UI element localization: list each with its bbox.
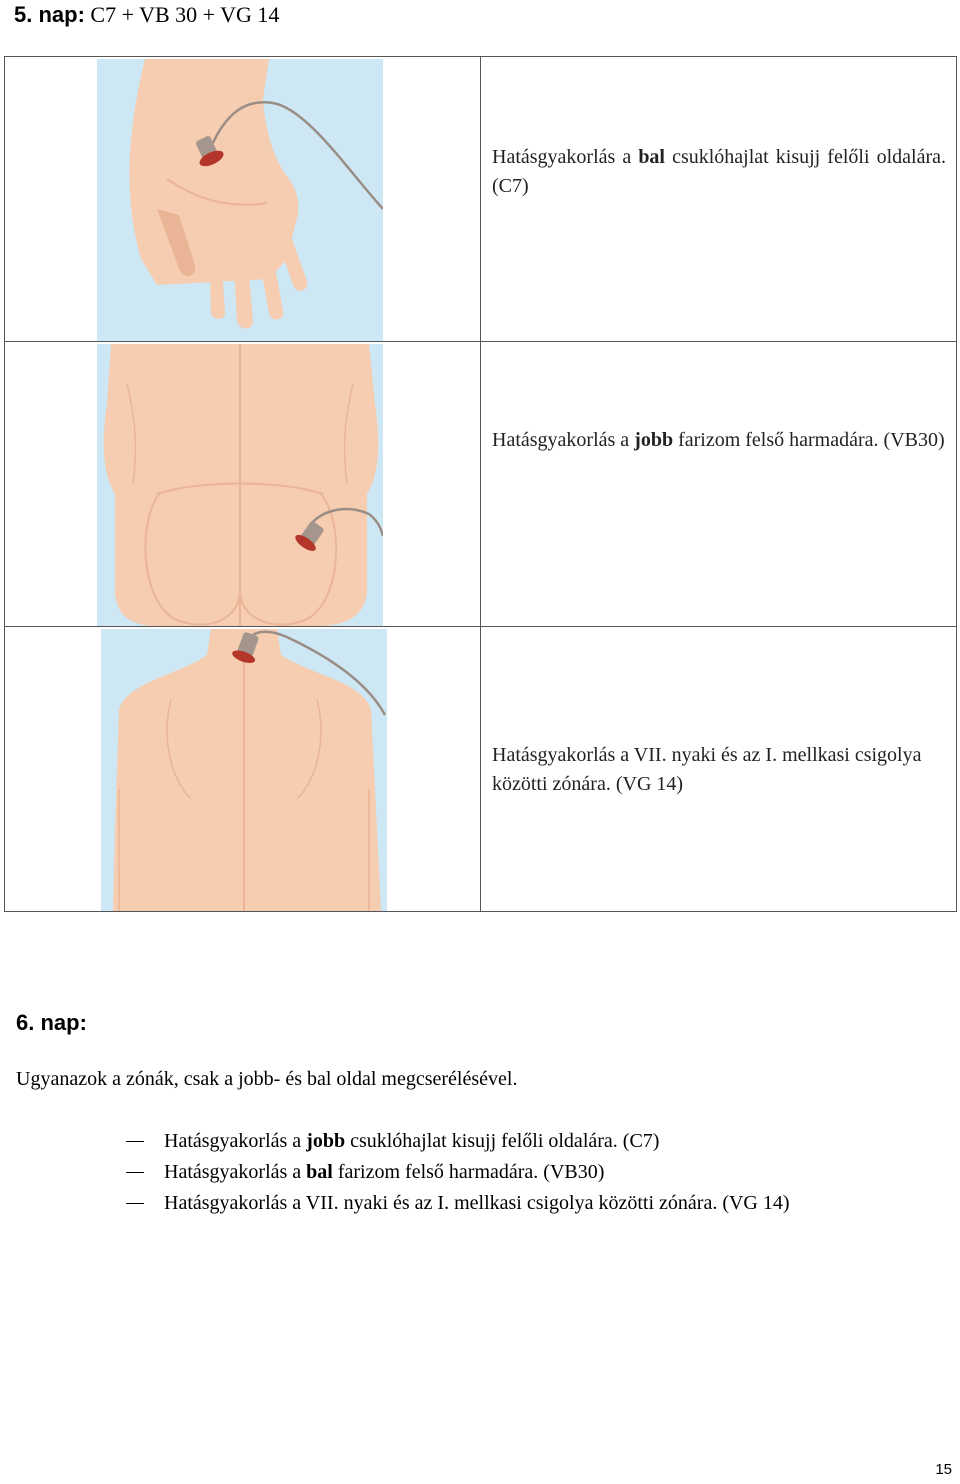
buttock-illustration-cell bbox=[5, 342, 481, 627]
upper-back-illustration-cell bbox=[5, 627, 481, 912]
table-row bbox=[5, 342, 957, 627]
row-1-text: Hatásgyakorlás a bal csuklóhajlat kisujj felőli oldalára. (C7) bbox=[492, 146, 946, 197]
exercise-table bbox=[4, 56, 957, 912]
dash-bullet-icon bbox=[126, 1203, 144, 1204]
table-row bbox=[5, 57, 957, 342]
list-item: Hatásgyakorlás a bal farizom felső harmadára. (VB30) bbox=[0, 1157, 790, 1188]
day-5-heading: 5. nap: C7 + VB 30 + VG 14 bbox=[14, 2, 280, 27]
row-2-text: Hatásgyakorlás a jobb farizom felső harmadára. (VB30) bbox=[492, 429, 945, 451]
wrist-description-cell bbox=[481, 57, 957, 342]
list-item: Hatásgyakorlás a jobb csuklóhajlat kisujj felőli oldalára. (C7) bbox=[0, 1126, 790, 1157]
buttock-electrode-illustration bbox=[97, 344, 383, 626]
wrist-illustration-cell bbox=[5, 57, 481, 342]
wrist-electrode-illustration bbox=[97, 59, 383, 341]
table-row bbox=[5, 627, 957, 912]
day-6-heading: 6. nap: bbox=[16, 1010, 87, 1035]
buttock-description-cell bbox=[481, 342, 957, 627]
list-item: Hatásgyakorlás a VII. nyaki és az I. mellkasi csigolya közötti zónára. (VG 14) bbox=[0, 1188, 790, 1219]
upper-back-description-cell bbox=[481, 627, 957, 912]
day-6-list bbox=[0, 1126, 790, 1219]
day-6-intro: Ugyanazok a zónák, csak a jobb- és bal oldal megcserélésével. bbox=[16, 1068, 518, 1090]
dash-bullet-icon bbox=[126, 1141, 144, 1142]
upper-back-electrode-illustration bbox=[101, 629, 387, 911]
row-3-text: Hatásgyakorlás a VII. nyaki és az I. mellkasi csigolya közötti zónára. (VG 14) bbox=[492, 744, 922, 795]
dash-bullet-icon bbox=[126, 1172, 144, 1173]
page-number: 15 bbox=[935, 1461, 952, 1478]
